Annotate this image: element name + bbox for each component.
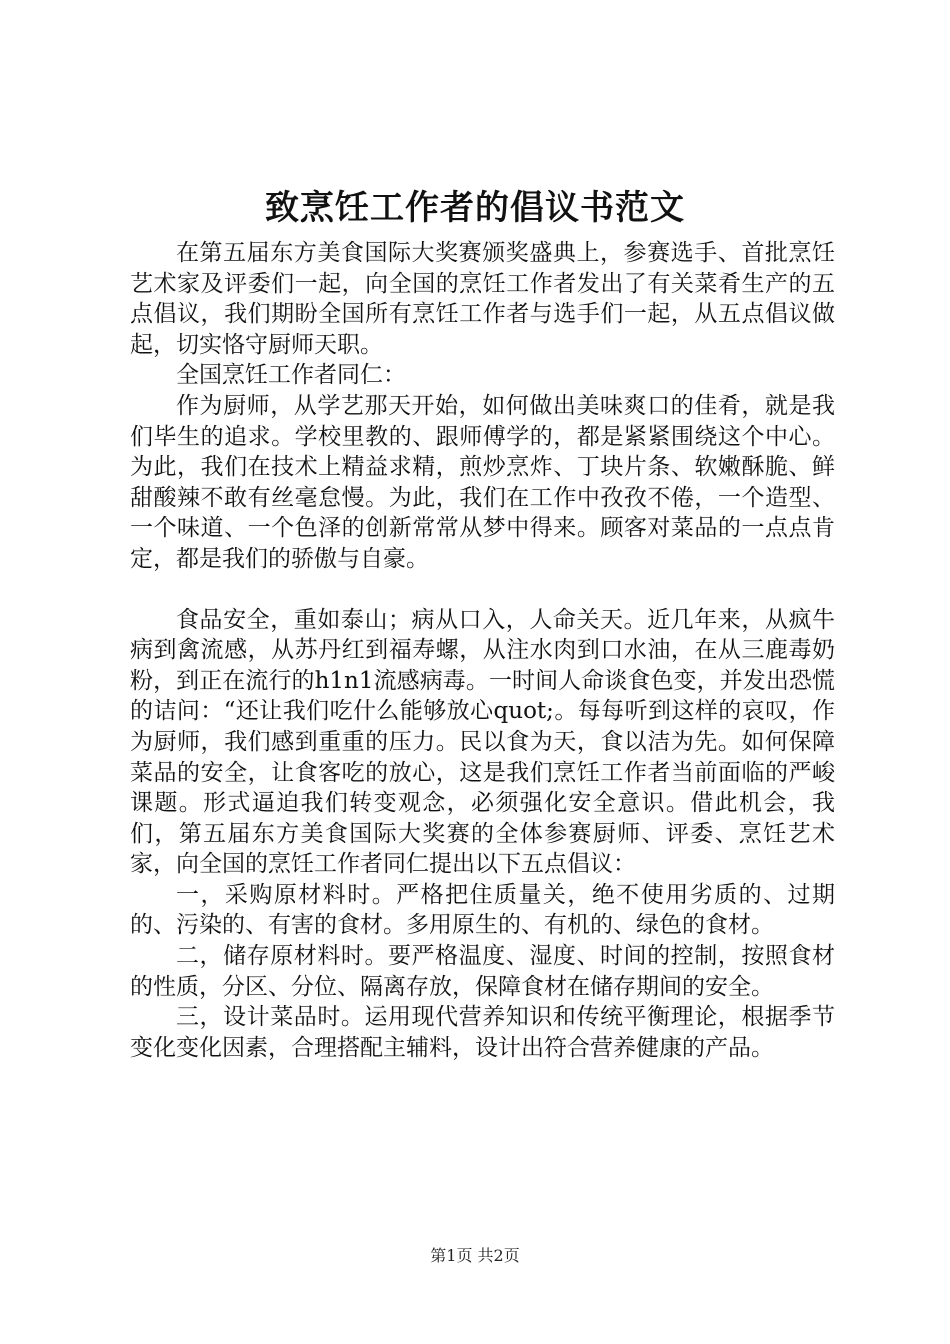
paragraph-proposal-1: 一，采购原材料时。严格把住质量关，绝不使用劣质的、过期的、污染的、有害的食材。多用原生的、有机的、绿色的食材。 [130, 881, 835, 939]
page-number-footer: 第1页 共2页 [430, 1246, 520, 1265]
document-body [130, 238, 835, 1063]
paragraph-proposal-3: 三，设计菜品时。运用现代营养知识和传统平衡理论，根据季节变化变化因素，合理搭配主辅料，设计出符合营养健康的产品。 [130, 1004, 835, 1061]
paragraph-salutation: 全国烹饪工作者同仁： [176, 362, 406, 389]
paragraph-proposal-2: 二，储存原材料时。要严格温度、湿度、时间的控制，按照食材的性质，分区、分位、隔离存放，保障食材在储存期间的安全。 [130, 943, 835, 1000]
paragraph-intro: 在第五届东方美食国际大奖赛颁奖盛典上，参赛选手、首批烹饪艺术家及评委们一起，向全国的烹饪工作者发出了有关菜肴生产的五点倡议，我们期盼全国所有烹饪工作者与选手们一起，从五点倡议做起，切实恪守厨师天职。 [130, 240, 835, 358]
paragraph-food-safety: 食品安全，重如泰山；病从口入，人命关天。近几年来，从疯牛病到禽流感，从苏丹红到福寿螺，从注水肉到口水油，在从三鹿毒奶粉，到正在流行的h1n1流感病毒。一时间人命谈食色变，并发出恐慌的诘问：“还让我们吃什么能够放心quot;。每每听到这样的哀叹，作为厨师，我们感到重重的压力。民以食为天，食以洁为先。如何保障菜品的安全，让食客吃的放心，这是我们烹饪工作者当前面临的严峻课题。形式逼迫我们转变观念，必须强化安全意识。借此机会，我们，第五届东方美食国际大奖赛的全体参赛厨师、评委、烹饪艺术家，向全国的烹饪工作者同仁提出以下五点倡议： [130, 606, 835, 878]
paragraph-chef-pursuit: 作为厨师，从学艺那天开始，如何做出美味爽口的佳肴，就是我们毕生的追求。学校里教的、跟师傅学的，都是紧紧围绕这个中心。为此，我们在技术上精益求精，煎炒烹炸、丁块片条、软嫩酥脆、鲜甜酸辣不敢有丝毫怠慢。为此，我们在工作中孜孜不倦，一个造型、一个味道、一个色泽的创新常常从梦中得来。顾客对菜品的一点点肯定，都是我们的骄傲与自豪。 [130, 392, 835, 572]
document-title: 致烹饪工作者的倡议书范文 [265, 188, 685, 228]
